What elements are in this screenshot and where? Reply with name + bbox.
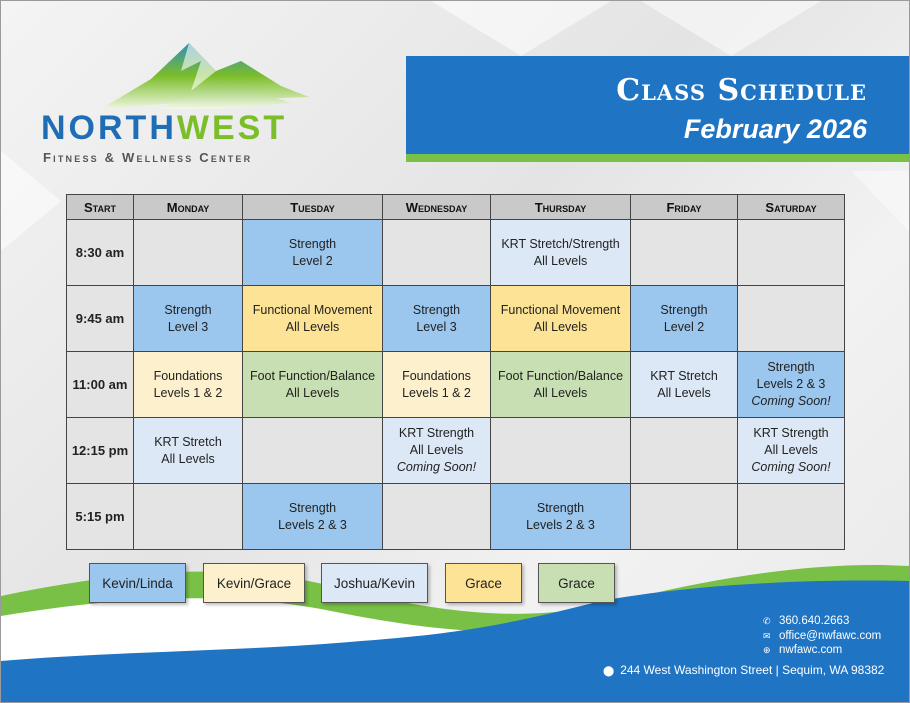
contact-email	[763, 630, 881, 642]
globe-icon: ⊕	[763, 645, 771, 655]
class-name: KRT Strength	[753, 426, 829, 440]
class-cell	[134, 418, 243, 484]
empty-slot	[491, 418, 631, 484]
class-name: Strength	[164, 302, 212, 317]
empty-slot	[134, 484, 243, 550]
class-cell	[491, 484, 631, 550]
class-level: All Levels	[533, 253, 588, 268]
class-level: Levels 1 & 2	[153, 385, 223, 400]
legend-item	[445, 563, 522, 603]
email-text: office@nwfawc.com	[779, 630, 882, 642]
class-cell	[243, 484, 383, 550]
table-row	[67, 220, 845, 286]
class-level: All Levels	[409, 443, 464, 457]
table-row	[67, 352, 845, 418]
class-cell	[243, 352, 383, 418]
class-cell	[491, 286, 631, 352]
time-cell: 9:45 am	[67, 286, 134, 352]
legend-label: Joshua/Kevin	[333, 575, 416, 591]
empty-slot	[383, 484, 491, 550]
class-cell	[134, 286, 243, 352]
class-name: Foot Function/Balance	[497, 368, 624, 383]
empty-slot	[631, 220, 738, 286]
legend-label: Kevin/Linda	[102, 575, 173, 591]
class-cell	[631, 352, 738, 418]
class-cell	[134, 352, 243, 418]
banner-stripe	[406, 154, 910, 162]
address-text: 244 West Washington Street | Sequim, WA 98382	[620, 663, 885, 677]
class-name: KRT Stretch	[650, 368, 718, 383]
class-name: Strength	[288, 500, 337, 515]
brand-name-north: NORTH	[41, 109, 177, 147]
class-name: KRT Stretch/Strength	[501, 236, 620, 251]
column-header: Tuesday	[243, 195, 383, 220]
class-level: Levels 1 & 2	[402, 385, 471, 400]
empty-slot	[738, 484, 845, 550]
legend-item	[203, 563, 305, 603]
contact-phone	[763, 615, 849, 627]
class-level: All Levels	[533, 385, 588, 400]
table-row	[67, 418, 845, 484]
class-level: Level 2	[663, 319, 705, 334]
class-name: Functional Movement	[500, 302, 621, 317]
class-cell	[491, 220, 631, 286]
class-name: KRT Stretch	[154, 434, 222, 449]
column-header: Thursday	[491, 195, 631, 220]
table-row	[67, 484, 845, 550]
page-title: Class Schedule	[616, 73, 867, 108]
class-level: All Levels	[657, 385, 711, 400]
time-cell: 11:00 am	[67, 352, 134, 418]
column-header: Saturday	[738, 195, 845, 220]
class-cell	[383, 286, 491, 352]
class-level: Level 2	[292, 253, 333, 268]
class-level: Level 3	[416, 319, 457, 334]
class-name: Strength	[660, 302, 708, 317]
class-level: Levels 2 & 3	[278, 517, 347, 532]
brand-name	[41, 109, 287, 147]
empty-slot	[134, 220, 243, 286]
class-name: Functional Movement	[252, 302, 373, 317]
legend-label: Kevin/Grace	[216, 575, 292, 591]
class-level: All Levels	[764, 443, 818, 457]
class-note: Coming Soon!	[751, 460, 831, 474]
class-cell	[243, 286, 383, 352]
class-level: All Levels	[533, 319, 588, 334]
class-name: Strength	[288, 236, 337, 251]
location-pin-icon: ⬤	[603, 666, 615, 677]
legend-item	[89, 563, 186, 603]
class-cell	[738, 352, 845, 418]
empty-slot	[738, 220, 845, 286]
legend-item	[538, 563, 615, 603]
table-header-row	[67, 195, 845, 220]
class-level: All Levels	[161, 451, 215, 466]
empty-slot	[383, 220, 491, 286]
empty-slot	[631, 484, 738, 550]
brand-tagline: Fitness & Wellness Center	[43, 150, 253, 165]
time-cell: 12:15 pm	[67, 418, 134, 484]
column-header: Monday	[134, 195, 243, 220]
email-icon: ✉	[763, 631, 771, 641]
class-note: Coming Soon!	[396, 460, 477, 474]
contact-website	[763, 644, 842, 656]
class-cell	[631, 286, 738, 352]
class-name: KRT Strength	[398, 426, 475, 440]
column-header: Wednesday	[383, 195, 491, 220]
class-cell	[383, 418, 491, 484]
class-level: All Levels	[285, 385, 340, 400]
phone-text: 360.640.2663	[779, 615, 850, 627]
legend-item	[321, 563, 428, 603]
class-name: Strength	[412, 302, 461, 317]
column-header: Start	[67, 195, 134, 220]
class-name: Foundations	[153, 368, 223, 383]
legend-label: Grace	[465, 575, 502, 591]
time-cell: 8:30 am	[67, 220, 134, 286]
class-name: Strength	[767, 360, 815, 374]
class-level: Levels 2 & 3	[756, 377, 826, 391]
empty-slot	[631, 418, 738, 484]
class-cell	[738, 418, 845, 484]
class-name: Foot Function/Balance	[249, 368, 376, 383]
class-note: Coming Soon!	[751, 394, 831, 408]
phone-icon: ✆	[763, 616, 771, 626]
website-text: nwfawc.com	[779, 644, 843, 656]
column-header: Friday	[631, 195, 738, 220]
empty-slot	[243, 418, 383, 484]
empty-slot	[738, 286, 845, 352]
class-level: All Levels	[285, 319, 340, 334]
class-cell	[491, 352, 631, 418]
class-name: Strength	[536, 500, 585, 515]
brand-name-west: WEST	[176, 109, 288, 147]
contact-address	[603, 663, 884, 677]
class-cell	[243, 220, 383, 286]
class-cell	[383, 352, 491, 418]
table-row	[67, 286, 845, 352]
class-level: Levels 2 & 3	[526, 517, 595, 532]
page-subtitle: February 2026	[683, 114, 867, 144]
class-name: Foundations	[402, 368, 471, 383]
time-cell: 5:15 pm	[67, 484, 134, 550]
legend-label: Grace	[558, 575, 595, 591]
schedule-table	[66, 194, 845, 550]
class-level: Level 3	[167, 319, 209, 334]
